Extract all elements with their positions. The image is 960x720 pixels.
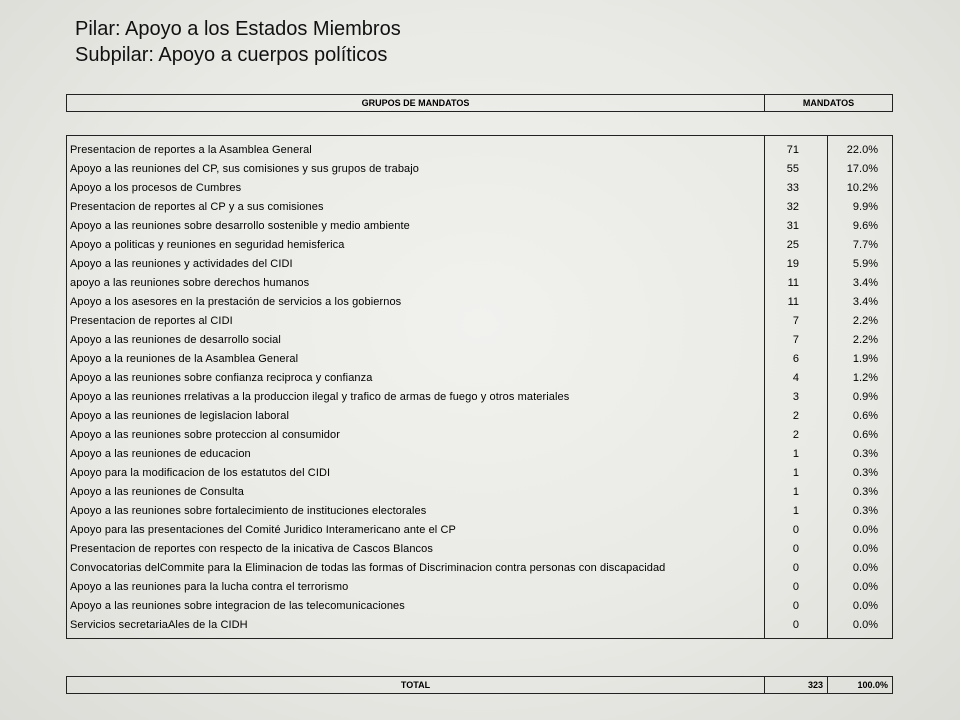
row-label: Presentacion de reportes con respecto de la inicativa de Cascos Blancos bbox=[67, 539, 765, 558]
row-label: Apoyo a las reuniones rrelativas a la produccion ilegal y trafico de armas de fuego y otros materiales bbox=[67, 387, 765, 406]
row-pct: 22.0% bbox=[828, 140, 893, 159]
row-pct: 0.0% bbox=[828, 539, 893, 558]
row-pct: 9.9% bbox=[828, 197, 893, 216]
row-label: Presentacion de reportes al CP y a sus comisiones bbox=[67, 197, 765, 216]
total-label: TOTAL bbox=[67, 677, 765, 694]
row-pct: 1.2% bbox=[828, 368, 893, 387]
row-pct: 2.2% bbox=[828, 330, 893, 349]
row-count: 0 bbox=[765, 539, 828, 558]
row-label: Apoyo a las reuniones sobre fortalecimiento de instituciones electorales bbox=[67, 501, 765, 520]
table-row bbox=[67, 140, 893, 159]
row-label: Convocatorias delCommite para la Eliminacion de todas las formas of Discriminacion contra personas con discapacidad bbox=[67, 558, 765, 577]
row-count: 7 bbox=[765, 311, 828, 330]
table-row bbox=[67, 330, 893, 349]
table-row bbox=[67, 197, 893, 216]
table-row bbox=[67, 387, 893, 406]
row-pct: 0.6% bbox=[828, 406, 893, 425]
row-count: 11 bbox=[765, 292, 828, 311]
row-pct: 9.6% bbox=[828, 216, 893, 235]
table-row bbox=[67, 216, 893, 235]
table-row bbox=[67, 539, 893, 558]
row-count: 71 bbox=[765, 140, 828, 159]
table-row bbox=[67, 311, 893, 330]
row-label: Apoyo a la reuniones de la Asamblea General bbox=[67, 349, 765, 368]
table-row bbox=[67, 273, 893, 292]
row-pct: 10.2% bbox=[828, 178, 893, 197]
row-pct: 0.9% bbox=[828, 387, 893, 406]
table-row bbox=[67, 482, 893, 501]
row-count: 1 bbox=[765, 444, 828, 463]
spacer-cell bbox=[67, 634, 765, 639]
row-label: Apoyo a las reuniones y actividades del CIDI bbox=[67, 254, 765, 273]
row-count: 6 bbox=[765, 349, 828, 368]
row-count: 0 bbox=[765, 558, 828, 577]
table-row bbox=[67, 254, 893, 273]
row-label: Presentacion de reportes a la Asamblea General bbox=[67, 140, 765, 159]
row-count: 1 bbox=[765, 463, 828, 482]
row-count: 7 bbox=[765, 330, 828, 349]
row-count: 2 bbox=[765, 406, 828, 425]
row-count: 33 bbox=[765, 178, 828, 197]
table-row bbox=[67, 501, 893, 520]
row-count: 0 bbox=[765, 577, 828, 596]
row-pct: 0.0% bbox=[828, 596, 893, 615]
row-pct: 0.3% bbox=[828, 482, 893, 501]
row-count: 31 bbox=[765, 216, 828, 235]
row-pct: 1.9% bbox=[828, 349, 893, 368]
grupos-header: GRUPOS DE MANDATOS bbox=[67, 95, 765, 112]
spacer-cell bbox=[828, 634, 893, 639]
table-row bbox=[67, 349, 893, 368]
row-label: Apoyo a las reuniones sobre desarrollo sostenible y medio ambiente bbox=[67, 216, 765, 235]
row-pct: 0.0% bbox=[828, 615, 893, 634]
row-pct: 17.0% bbox=[828, 159, 893, 178]
row-count: 25 bbox=[765, 235, 828, 254]
row-label: Apoyo a las reuniones sobre integracion de las telecomunicaciones bbox=[67, 596, 765, 615]
table-row bbox=[67, 444, 893, 463]
table-row bbox=[67, 368, 893, 387]
slide-titles bbox=[75, 16, 401, 68]
row-label: Apoyo a las reuniones de educacion bbox=[67, 444, 765, 463]
row-pct: 0.3% bbox=[828, 501, 893, 520]
table-row bbox=[67, 406, 893, 425]
row-label: Servicios secretariaAles de la CIDH bbox=[67, 615, 765, 634]
row-label: Apoyo a las reuniones de legislacion laboral bbox=[67, 406, 765, 425]
total-row bbox=[67, 677, 893, 694]
total-table bbox=[66, 676, 893, 694]
table-row bbox=[67, 235, 893, 254]
table-spacer-row bbox=[67, 634, 893, 639]
table-row bbox=[67, 596, 893, 615]
table-row bbox=[67, 558, 893, 577]
table-row bbox=[67, 178, 893, 197]
row-pct: 0.0% bbox=[828, 577, 893, 596]
row-pct: 2.2% bbox=[828, 311, 893, 330]
row-count: 55 bbox=[765, 159, 828, 178]
row-pct: 3.4% bbox=[828, 273, 893, 292]
row-pct: 0.6% bbox=[828, 425, 893, 444]
total-count: 323 bbox=[765, 677, 828, 694]
row-count: 1 bbox=[765, 482, 828, 501]
row-count: 19 bbox=[765, 254, 828, 273]
mandatos-header: MANDATOS bbox=[765, 95, 893, 112]
table-row bbox=[67, 292, 893, 311]
row-count: 32 bbox=[765, 197, 828, 216]
row-label: Apoyo para la modificacion de los estatutos del CIDI bbox=[67, 463, 765, 482]
table-row bbox=[67, 463, 893, 482]
row-count: 0 bbox=[765, 520, 828, 539]
row-label: Apoyo a politicas y reuniones en seguridad hemisferica bbox=[67, 235, 765, 254]
row-count: 2 bbox=[765, 425, 828, 444]
row-count: 0 bbox=[765, 596, 828, 615]
row-count: 3 bbox=[765, 387, 828, 406]
row-pct: 3.4% bbox=[828, 292, 893, 311]
subpilar-title: Subpilar: Apoyo a cuerpos políticos bbox=[75, 44, 388, 66]
table-row bbox=[67, 577, 893, 596]
row-count: 11 bbox=[765, 273, 828, 292]
row-label: Apoyo para las presentaciones del Comité Juridico Interamericano ante el CP bbox=[67, 520, 765, 539]
column-header-table bbox=[66, 94, 893, 112]
spacer-cell bbox=[765, 634, 828, 639]
row-pct: 0.3% bbox=[828, 444, 893, 463]
row-label: Apoyo a las reuniones del CP, sus comisiones y sus grupos de trabajo bbox=[67, 159, 765, 178]
row-label: Apoyo a las reuniones para la lucha contra el terrorismo bbox=[67, 577, 765, 596]
mandates-table bbox=[66, 135, 893, 639]
row-count: 0 bbox=[765, 615, 828, 634]
table-row bbox=[67, 520, 893, 539]
row-pct: 0.3% bbox=[828, 463, 893, 482]
row-label: Apoyo a las reuniones sobre confianza reciproca y confianza bbox=[67, 368, 765, 387]
row-label: Apoyo a los asesores en la prestación de servicios a los gobiernos bbox=[67, 292, 765, 311]
row-label: Apoyo a las reuniones de Consulta bbox=[67, 482, 765, 501]
pilar-title: Pilar: Apoyo a los Estados Miembros bbox=[75, 18, 401, 40]
row-pct: 0.0% bbox=[828, 558, 893, 577]
mandates-table-body bbox=[67, 136, 893, 639]
row-label: Presentacion de reportes al CIDI bbox=[67, 311, 765, 330]
table-row bbox=[67, 425, 893, 444]
row-label: Apoyo a las reuniones de desarrollo social bbox=[67, 330, 765, 349]
row-pct: 5.9% bbox=[828, 254, 893, 273]
row-count: 4 bbox=[765, 368, 828, 387]
table-row bbox=[67, 615, 893, 634]
row-label: Apoyo a los procesos de Cumbres bbox=[67, 178, 765, 197]
total-pct: 100.0% bbox=[828, 677, 893, 694]
row-pct: 0.0% bbox=[828, 520, 893, 539]
column-header-row bbox=[67, 95, 893, 112]
row-label: Apoyo a las reuniones sobre proteccion al consumidor bbox=[67, 425, 765, 444]
row-label: apoyo a las reuniones sobre derechos humanos bbox=[67, 273, 765, 292]
row-count: 1 bbox=[765, 501, 828, 520]
table-row bbox=[67, 159, 893, 178]
row-pct: 7.7% bbox=[828, 235, 893, 254]
